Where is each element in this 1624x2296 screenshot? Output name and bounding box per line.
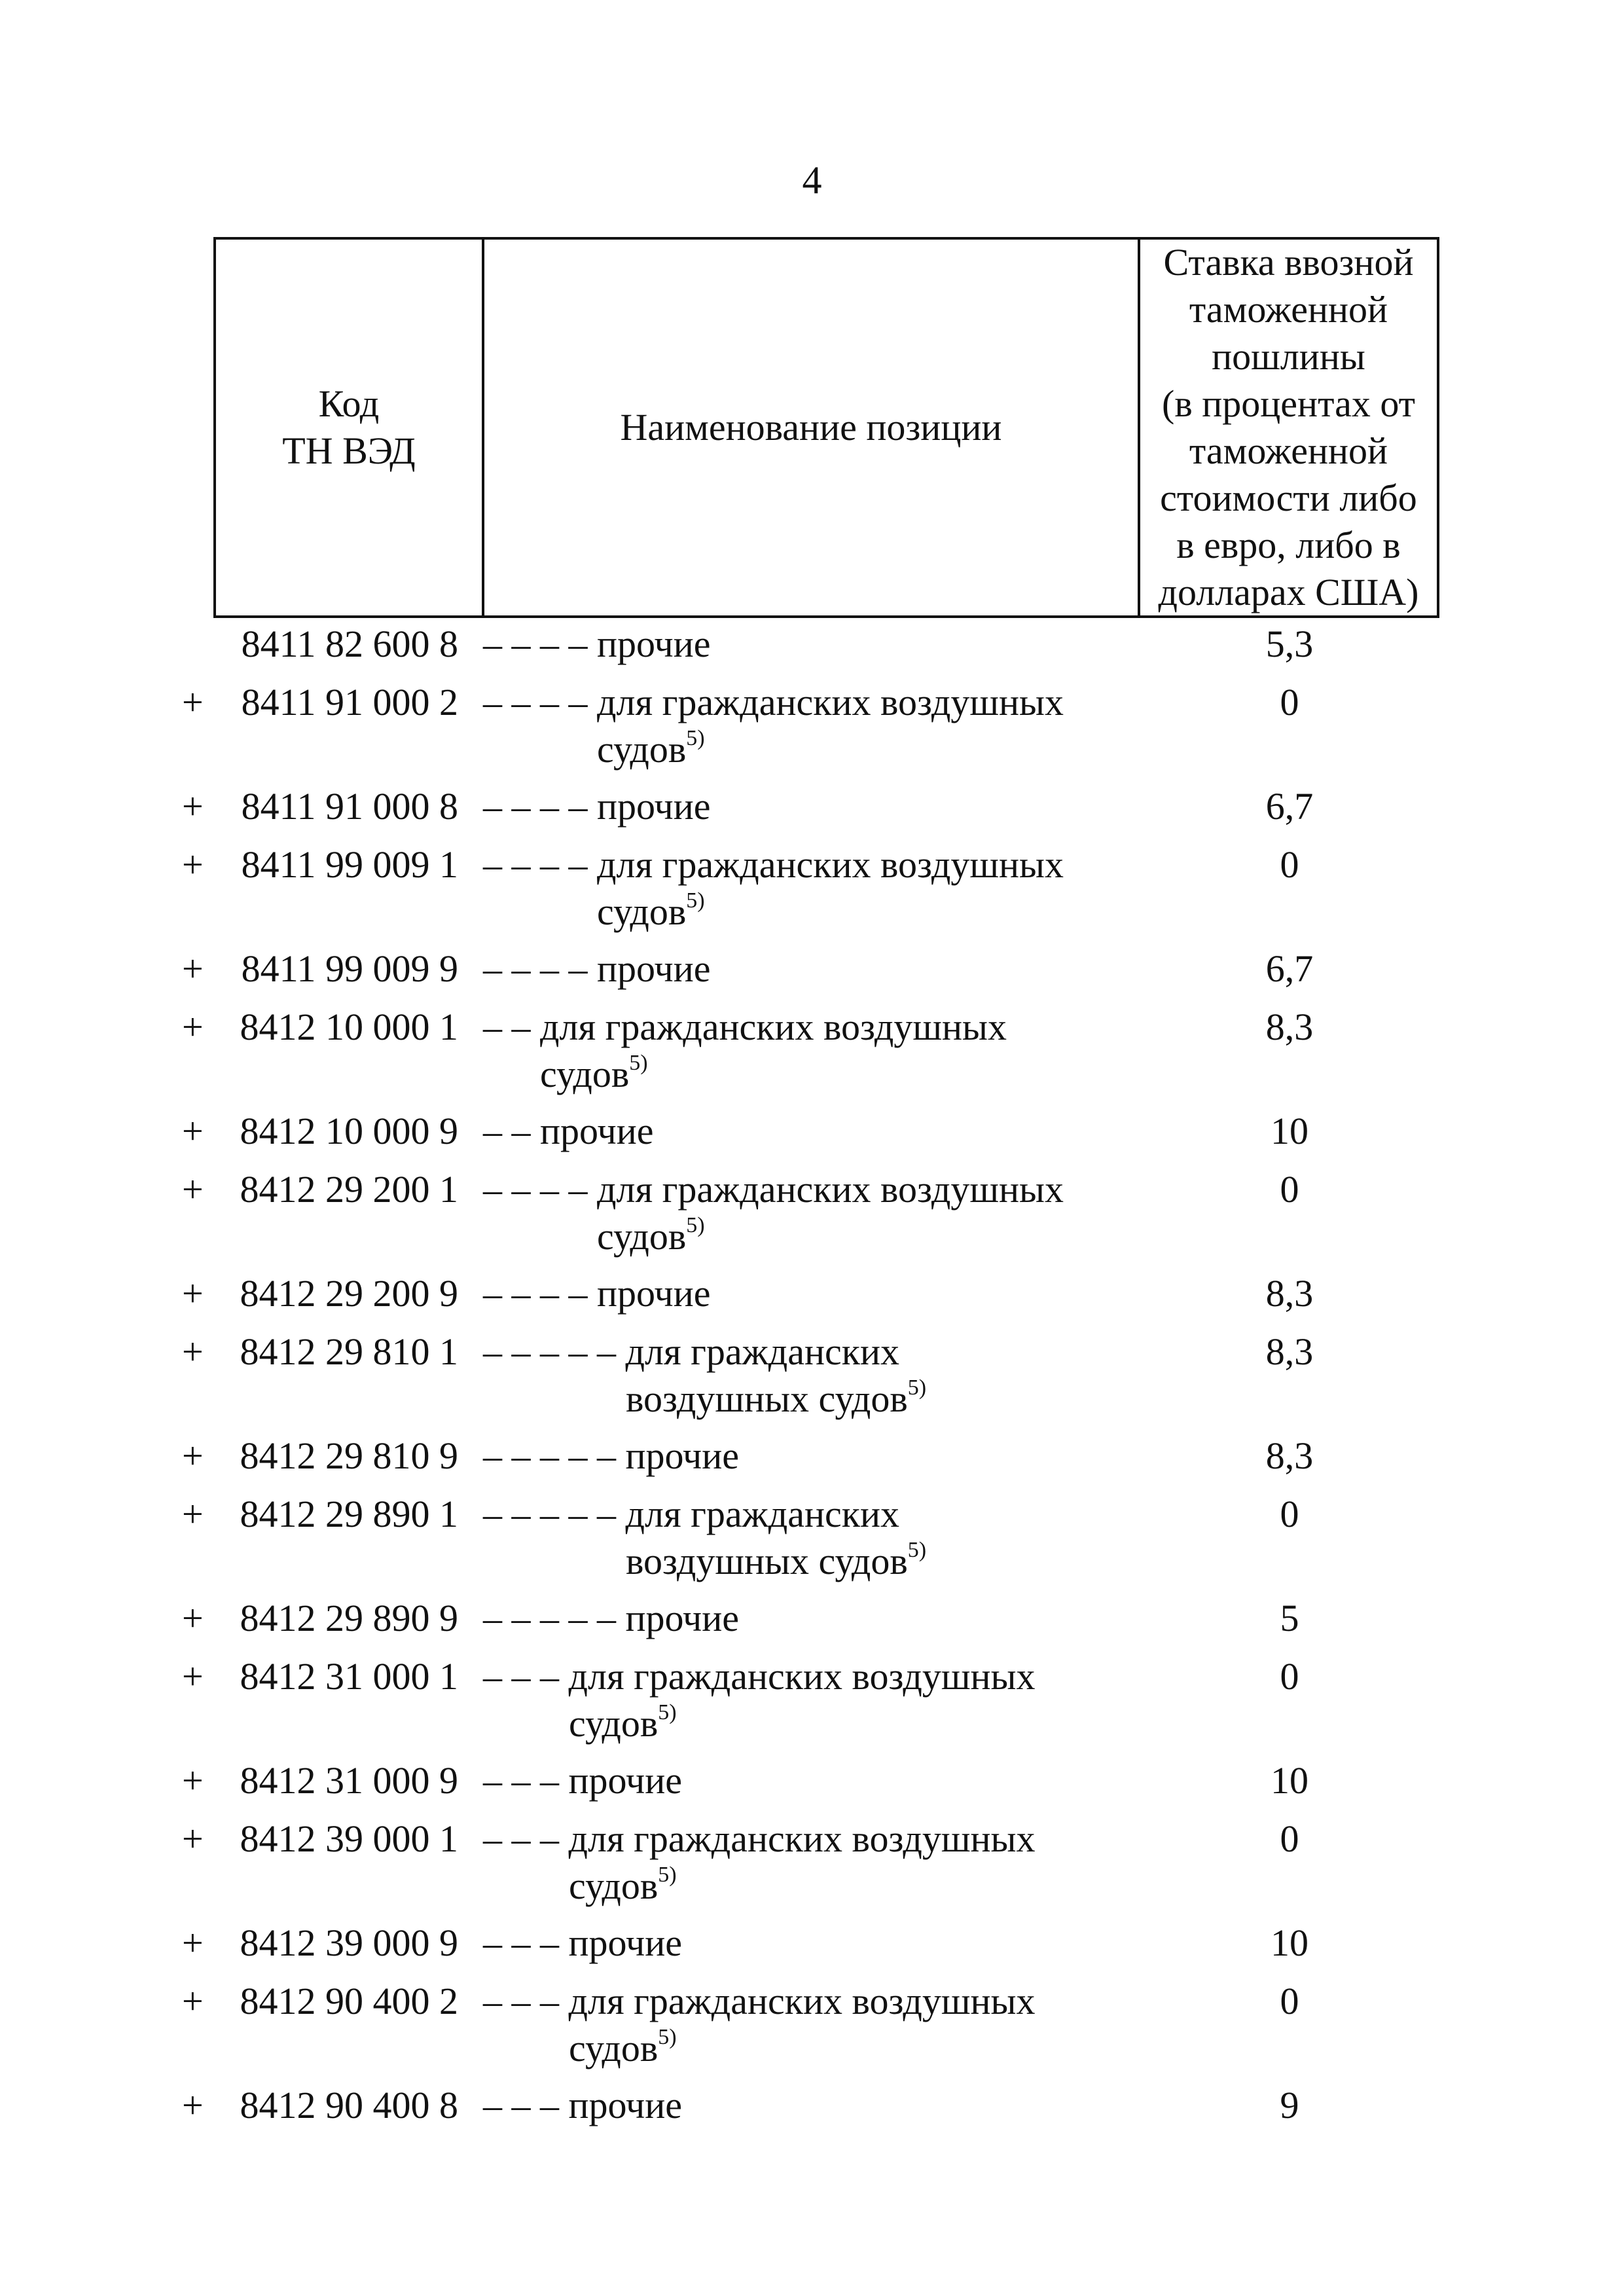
header-rate-line: (в процентах от <box>1162 382 1415 425</box>
row-dashes: – – – <box>483 1980 559 2022</box>
row-name-text: прочие <box>568 1759 682 1802</box>
row-name-continuation <box>626 1538 926 1585</box>
row-name-continuation <box>597 1213 705 1260</box>
plus-marker: + <box>182 1110 204 1152</box>
row-name <box>483 1653 1223 1745</box>
header-rate-line: пошлины <box>1212 335 1365 378</box>
plus-marker: + <box>182 1272 204 1315</box>
row-name-continuation-text: судов <box>540 1053 630 1095</box>
row-rate: 6,7 <box>1265 947 1314 990</box>
row-dashes: – – – – <box>483 785 588 828</box>
row-code: 8411 91 000 8 <box>241 785 458 828</box>
row-name-text: для гражданских воздушных <box>597 681 1064 723</box>
plus-marker: + <box>182 1597 204 1639</box>
header-rate <box>1140 240 1437 615</box>
row-name-continuation <box>597 888 705 936</box>
row-dashes: – – <box>483 1006 531 1048</box>
row-name <box>483 1757 1223 1804</box>
row-rate: 10 <box>1271 1110 1308 1152</box>
row-code: 8412 90 400 2 <box>240 1980 458 2022</box>
row-rate: 6,7 <box>1265 785 1314 828</box>
row-name-text: прочие <box>625 1434 739 1477</box>
row-name-continuation-text: воздушных судов <box>626 1377 908 1420</box>
footnote-marker: 5) <box>686 725 705 750</box>
row-dashes: – – – – <box>483 947 588 990</box>
row-dashes: – – – – <box>483 843 588 886</box>
row-rate: 8,3 <box>1265 1434 1314 1477</box>
row-name <box>483 1595 1223 1642</box>
row-name-continuation <box>569 2025 677 2072</box>
row-code: 8412 10 000 9 <box>240 1110 458 1152</box>
row-dashes: – – – <box>483 1759 559 1802</box>
row-name-text: для гражданских <box>625 1493 899 1535</box>
row-code: 8411 91 000 2 <box>241 681 458 723</box>
header-rate-line: таможенной <box>1189 429 1388 472</box>
row-dashes: – – – <box>483 1655 559 1698</box>
row-code: 8411 99 009 1 <box>241 843 458 886</box>
row-name-text: для гражданских <box>625 1330 899 1373</box>
row-name-continuation-text: судов <box>597 728 687 771</box>
header-code <box>216 240 484 615</box>
header-code-line: Код <box>318 382 380 425</box>
plus-marker: + <box>182 1006 204 1048</box>
row-code: 8412 29 810 9 <box>240 1434 458 1477</box>
row-name <box>483 841 1223 933</box>
footnote-marker: 5) <box>907 1537 927 1562</box>
row-dashes: – – – – <box>483 1168 588 1211</box>
plus-marker: + <box>182 1922 204 1964</box>
row-name <box>483 1328 1223 1420</box>
plus-marker: + <box>182 785 204 828</box>
footnote-marker: 5) <box>658 1862 677 1887</box>
row-rate: 0 <box>1280 1493 1299 1535</box>
row-code: 8412 31 000 9 <box>240 1759 458 1802</box>
row-code: 8412 39 000 9 <box>240 1922 458 1964</box>
row-name-text: прочие <box>540 1110 654 1152</box>
row-rate: 0 <box>1280 843 1299 886</box>
row-name-continuation <box>569 1863 677 1910</box>
plus-marker: + <box>182 1330 204 1373</box>
row-name-text: прочие <box>597 785 711 828</box>
row-code: 8412 29 200 9 <box>240 1272 458 1315</box>
row-dashes: – – – <box>483 1922 559 1964</box>
row-rate: 0 <box>1280 1980 1299 2022</box>
row-name-continuation-text: судов <box>569 1865 659 1907</box>
row-name-continuation-text: судов <box>569 2027 659 2069</box>
row-name-continuation-text: воздушных судов <box>626 1540 908 1582</box>
row-name <box>483 1920 1223 1967</box>
row-name <box>483 2082 1223 2129</box>
header-rate-line: стоимости либо <box>1160 477 1417 519</box>
footnote-marker: 5) <box>686 888 705 913</box>
row-name-continuation <box>569 1700 677 1747</box>
plus-marker: + <box>182 2084 204 2126</box>
row-rate: 8,3 <box>1265 1006 1314 1048</box>
row-name-text: прочие <box>597 947 711 990</box>
plus-marker: + <box>182 1168 204 1211</box>
row-code: 8412 10 000 1 <box>240 1006 458 1048</box>
header-rate-line: Ставка ввозной <box>1163 241 1414 283</box>
row-name-text: для гражданских воздушных <box>597 843 1064 886</box>
row-rate: 8,3 <box>1265 1330 1314 1373</box>
row-rate: 0 <box>1280 1655 1299 1698</box>
footnote-marker: 5) <box>658 1700 677 1724</box>
row-name-text: прочие <box>597 1272 711 1315</box>
plus-marker: + <box>182 1655 204 1698</box>
header-rate-line: таможенной <box>1189 288 1388 331</box>
plus-marker: + <box>182 1434 204 1477</box>
table-header <box>213 237 1439 618</box>
row-name-text: для гражданских воздушных <box>568 1655 1036 1698</box>
row-dashes: – – <box>483 1110 531 1152</box>
row-name-text: для гражданских воздушных <box>597 1168 1064 1211</box>
row-name-continuation <box>626 1376 926 1423</box>
row-code: 8412 90 400 8 <box>240 2084 458 2126</box>
row-dashes: – – – – – <box>483 1493 616 1535</box>
footnote-marker: 5) <box>686 1212 705 1237</box>
plus-marker: + <box>182 681 204 723</box>
row-name-text: прочие <box>568 1922 682 1964</box>
row-code: 8411 82 600 8 <box>241 623 458 665</box>
row-rate: 0 <box>1280 1168 1299 1211</box>
row-code: 8411 99 009 9 <box>241 947 458 990</box>
plus-marker: + <box>182 1493 204 1535</box>
row-name-text: прочие <box>597 623 711 665</box>
row-name <box>483 1978 1223 2069</box>
row-rate: 10 <box>1271 1922 1308 1964</box>
footnote-marker: 5) <box>658 2024 677 2049</box>
header-code-line: ТН ВЭД <box>282 429 416 472</box>
row-rate: 0 <box>1280 1817 1299 1860</box>
row-name <box>483 783 1223 830</box>
row-name-text: прочие <box>625 1597 739 1639</box>
row-name <box>483 1432 1223 1480</box>
row-dashes: – – – <box>483 2084 559 2126</box>
row-name-continuation <box>597 726 705 773</box>
row-dashes: – – – – <box>483 681 588 723</box>
table-row <box>0 2082 1624 2232</box>
row-name-continuation <box>540 1051 648 1098</box>
row-dashes: – – – <box>483 1817 559 1860</box>
row-dashes: – – – – <box>483 623 588 665</box>
row-name <box>483 1491 1223 1582</box>
header-name: Наименование позиции <box>484 240 1140 615</box>
row-rate: 9 <box>1280 2084 1299 2126</box>
row-name <box>483 1166 1223 1258</box>
row-code: 8412 29 810 1 <box>240 1330 458 1373</box>
plus-marker: + <box>182 947 204 990</box>
plus-marker: + <box>182 1980 204 2022</box>
plus-marker: + <box>182 1817 204 1860</box>
row-code: 8412 29 890 9 <box>240 1597 458 1639</box>
header-rate-line: долларах США) <box>1158 571 1419 613</box>
row-name <box>483 1108 1223 1155</box>
row-rate: 10 <box>1271 1759 1308 1802</box>
row-name-text: для гражданских воздушных <box>568 1817 1036 1860</box>
row-dashes: – – – – – <box>483 1434 616 1477</box>
row-name <box>483 1270 1223 1317</box>
page-number: 4 <box>802 158 822 202</box>
plus-marker: + <box>182 1759 204 1802</box>
row-name-continuation-text: судов <box>597 890 687 933</box>
row-name <box>483 1004 1223 1095</box>
row-name <box>483 945 1223 993</box>
row-rate: 5 <box>1280 1597 1299 1639</box>
row-dashes: – – – – – <box>483 1330 616 1373</box>
row-code: 8412 31 000 1 <box>240 1655 458 1698</box>
row-rate: 0 <box>1280 681 1299 723</box>
row-dashes: – – – – <box>483 1272 588 1315</box>
row-name <box>483 1815 1223 1907</box>
row-code: 8412 39 000 1 <box>240 1817 458 1860</box>
row-rate: 8,3 <box>1265 1272 1314 1315</box>
footnote-marker: 5) <box>629 1050 648 1075</box>
plus-marker: + <box>182 843 204 886</box>
header-rate-line: в евро, либо в <box>1176 524 1401 566</box>
row-name-text: для гражданских воздушных <box>540 1006 1007 1048</box>
row-name <box>483 679 1223 771</box>
row-code: 8412 29 200 1 <box>240 1168 458 1211</box>
row-name-continuation-text: судов <box>597 1215 687 1258</box>
row-code: 8412 29 890 1 <box>240 1493 458 1535</box>
row-dashes: – – – – – <box>483 1597 616 1639</box>
footnote-marker: 5) <box>907 1375 927 1400</box>
row-name-text: прочие <box>568 2084 682 2126</box>
row-name-text: для гражданских воздушных <box>568 1980 1036 2022</box>
row-rate: 5,3 <box>1265 623 1314 665</box>
row-name-continuation-text: судов <box>569 1702 659 1745</box>
row-name <box>483 621 1223 668</box>
